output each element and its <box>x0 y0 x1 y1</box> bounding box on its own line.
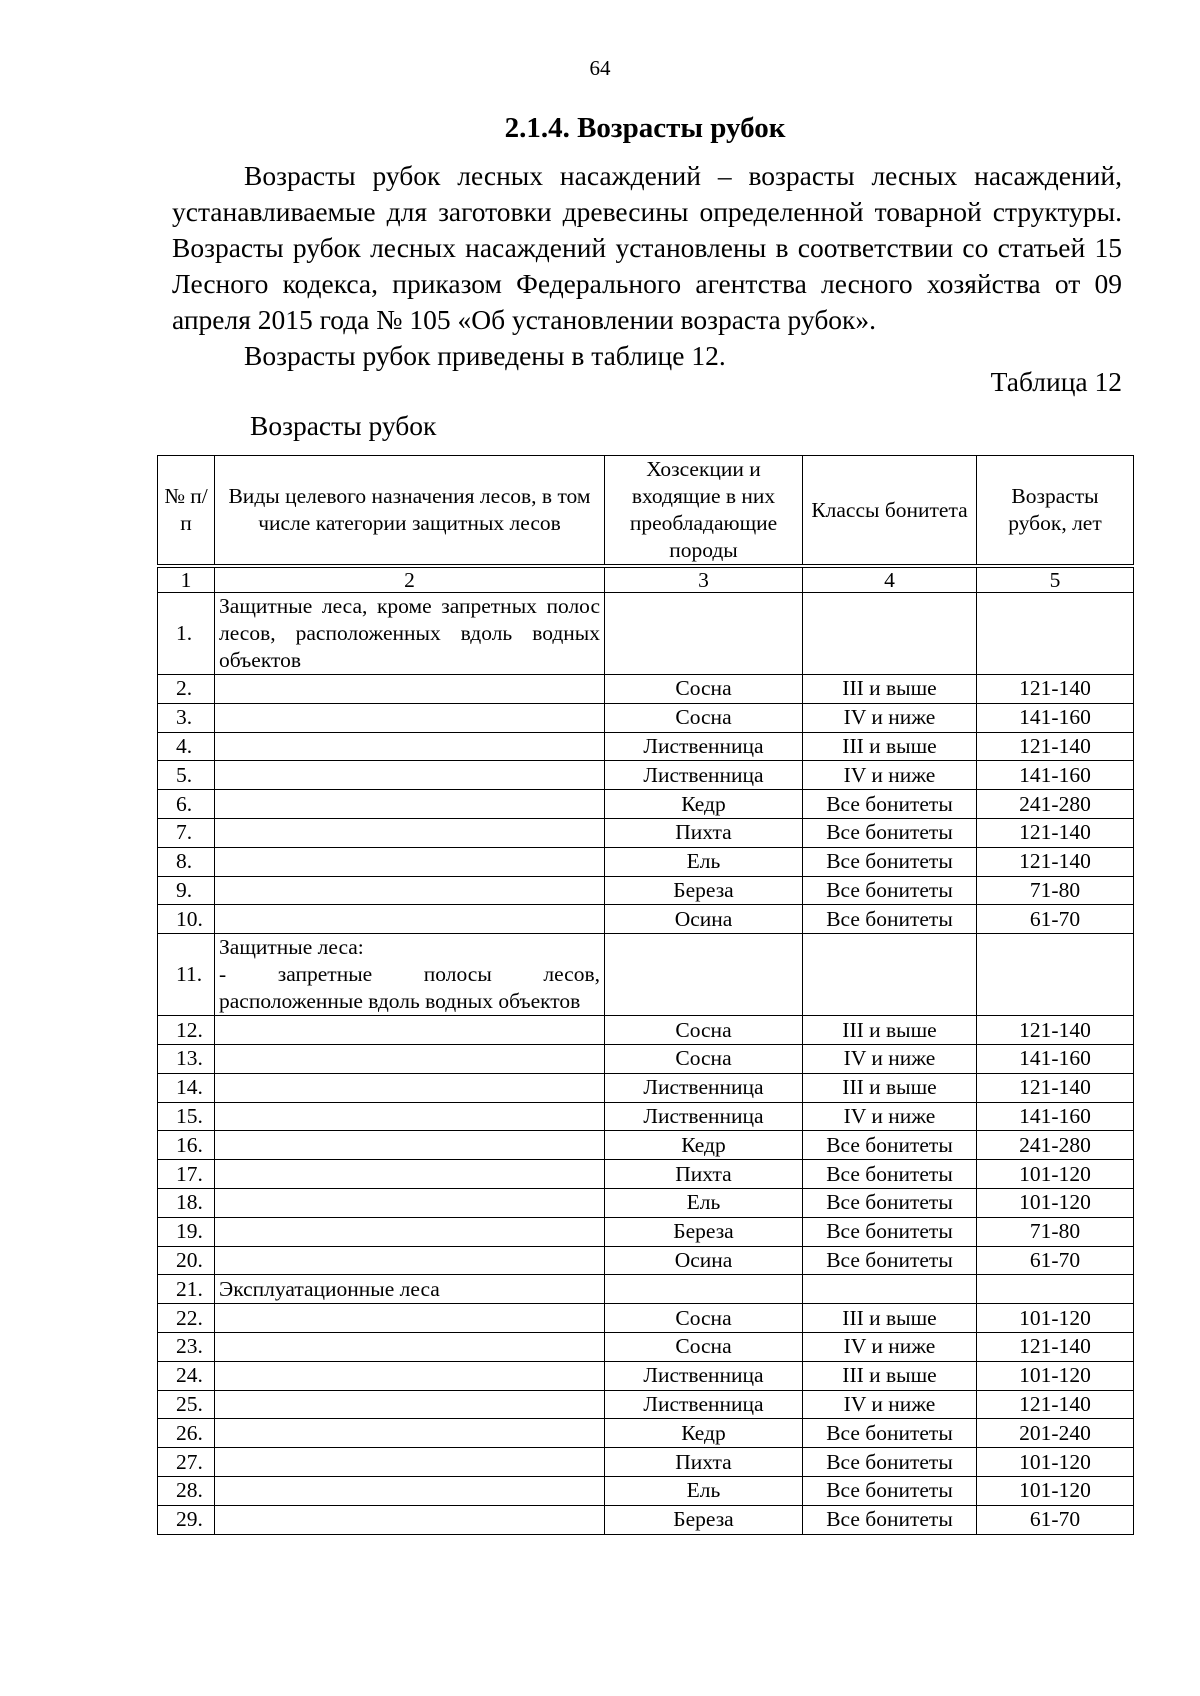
site-class-cell: Все бонитеты <box>803 1448 977 1477</box>
species-cell: Лиственница <box>605 1102 803 1131</box>
row-number: 9. <box>158 876 215 905</box>
forest-type-cell <box>215 818 605 847</box>
cutting-age-cell: 241-280 <box>977 1131 1134 1160</box>
species-cell: Лиственница <box>605 732 803 761</box>
table-row <box>158 1505 1134 1534</box>
table-label: Таблица 12 <box>990 366 1122 397</box>
row-number: 27. <box>158 1448 215 1477</box>
cutting-age-cell: 101-120 <box>977 1188 1134 1217</box>
site-class-cell: III и выше <box>803 1361 977 1390</box>
cutting-age-cell: 121-140 <box>977 1390 1134 1419</box>
paragraph-2: Возрасты рубок приведены в таблице 12. <box>244 340 726 371</box>
body-text <box>172 158 1122 374</box>
row-number: 20. <box>158 1246 215 1275</box>
cutting-age-cell: 61-70 <box>977 1505 1134 1534</box>
site-class-cell: Все бонитеты <box>803 1476 977 1505</box>
row-number: 26. <box>158 1419 215 1448</box>
species-cell: Сосна <box>605 703 803 732</box>
table-row <box>158 593 1134 675</box>
site-class-cell: III и выше <box>803 732 977 761</box>
cutting-age-cell <box>977 1275 1134 1304</box>
forest-type-cell <box>215 1505 605 1534</box>
species-cell: Ель <box>605 1476 803 1505</box>
site-class-cell: III и выше <box>803 675 977 704</box>
forest-type-cell <box>215 847 605 876</box>
row-number: 1. <box>158 593 215 675</box>
header-site-class: Классы бонитета <box>803 456 977 567</box>
species-cell: Осина <box>605 1246 803 1275</box>
site-class-cell: III и выше <box>803 1304 977 1333</box>
cutting-age-cell: 71-80 <box>977 1217 1134 1246</box>
forest-type-cell <box>215 1448 605 1477</box>
species-cell <box>605 934 803 1016</box>
forest-type-cell <box>215 1044 605 1073</box>
site-class-cell: Все бонитеты <box>803 790 977 819</box>
site-class-cell: Все бонитеты <box>803 905 977 934</box>
species-cell: Кедр <box>605 790 803 819</box>
table-row <box>158 1044 1134 1073</box>
row-number: 29. <box>158 1505 215 1534</box>
table-row <box>158 1304 1134 1333</box>
site-class-cell: IV и ниже <box>803 761 977 790</box>
species-cell: Осина <box>605 905 803 934</box>
cutting-ages-table <box>157 455 1134 1535</box>
cutting-age-cell: 121-140 <box>977 818 1134 847</box>
site-class-cell <box>803 934 977 1016</box>
species-cell: Береза <box>605 1217 803 1246</box>
cutting-age-cell: 141-160 <box>977 1102 1134 1131</box>
column-number: 3 <box>605 566 803 593</box>
table-body <box>158 593 1134 1535</box>
cutting-age-cell: 101-120 <box>977 1448 1134 1477</box>
cutting-age-cell: 121-140 <box>977 732 1134 761</box>
species-cell: Лиственница <box>605 1361 803 1390</box>
table-row <box>158 876 1134 905</box>
cutting-age-cell: 121-140 <box>977 847 1134 876</box>
section-heading: 2.1.4. Возрасты рубок <box>504 112 786 144</box>
cutting-age-cell <box>977 593 1134 675</box>
row-number: 7. <box>158 818 215 847</box>
species-cell: Ель <box>605 1188 803 1217</box>
row-number: 14. <box>158 1073 215 1102</box>
forest-type-cell <box>215 905 605 934</box>
table-row <box>158 732 1134 761</box>
row-number: 5. <box>158 761 215 790</box>
cutting-age-cell: 141-160 <box>977 1044 1134 1073</box>
site-class-cell: Все бонитеты <box>803 1246 977 1275</box>
forest-type-cell <box>215 1304 605 1333</box>
cutting-age-cell: 71-80 <box>977 876 1134 905</box>
cutting-age-cell: 101-120 <box>977 1304 1134 1333</box>
row-number: 17. <box>158 1160 215 1189</box>
table-row <box>158 847 1134 876</box>
forest-type-cell <box>215 1332 605 1361</box>
cutting-age-cell: 121-140 <box>977 1332 1134 1361</box>
forest-type-cell <box>215 675 605 704</box>
cutting-age-cell: 201-240 <box>977 1419 1134 1448</box>
forest-type-cell <box>215 1016 605 1045</box>
cutting-age-cell: 141-160 <box>977 703 1134 732</box>
row-number: 10. <box>158 905 215 934</box>
forest-type-cell <box>215 703 605 732</box>
header-cutting-age: Возрасты рубок, лет <box>977 456 1134 567</box>
species-cell: Пихта <box>605 1160 803 1189</box>
site-class-cell: Все бонитеты <box>803 1188 977 1217</box>
cutting-age-cell: 241-280 <box>977 790 1134 819</box>
species-cell: Лиственница <box>605 761 803 790</box>
species-cell: Лиственница <box>605 1073 803 1102</box>
forest-type-cell: Эксплуатационные леса <box>215 1275 605 1304</box>
site-class-cell: Все бонитеты <box>803 1160 977 1189</box>
cutting-age-cell: 101-120 <box>977 1361 1134 1390</box>
table-row <box>158 1332 1134 1361</box>
row-number: 16. <box>158 1131 215 1160</box>
table-row <box>158 1390 1134 1419</box>
species-cell: Сосна <box>605 1332 803 1361</box>
forest-type-cell <box>215 876 605 905</box>
site-class-cell: IV и ниже <box>803 1102 977 1131</box>
species-cell: Сосна <box>605 1044 803 1073</box>
cutting-age-cell <box>977 934 1134 1016</box>
header-species: Хозсекции и входящие в них преобладающие породы <box>605 456 803 567</box>
table-row <box>158 934 1134 1016</box>
table-row <box>158 1217 1134 1246</box>
column-number: 4 <box>803 566 977 593</box>
row-number: 24. <box>158 1361 215 1390</box>
forest-type-cell <box>215 732 605 761</box>
forest-type-cell <box>215 1361 605 1390</box>
site-class-cell: IV и ниже <box>803 1044 977 1073</box>
cutting-age-cell: 101-120 <box>977 1476 1134 1505</box>
column-number-row <box>158 566 1134 593</box>
row-number: 18. <box>158 1188 215 1217</box>
species-cell: Лиственница <box>605 1390 803 1419</box>
row-number: 6. <box>158 790 215 819</box>
species-cell <box>605 1275 803 1304</box>
table-row <box>158 790 1134 819</box>
table-header-row <box>158 456 1134 567</box>
row-number: 12. <box>158 1016 215 1045</box>
table-row <box>158 1419 1134 1448</box>
table-row <box>158 1188 1134 1217</box>
species-cell: Кедр <box>605 1131 803 1160</box>
forest-type-cell <box>215 1073 605 1102</box>
table-row <box>158 1476 1134 1505</box>
forest-type-cell <box>215 1419 605 1448</box>
site-class-cell: Все бонитеты <box>803 876 977 905</box>
column-number: 1 <box>158 566 215 593</box>
table-row <box>158 761 1134 790</box>
table-row <box>158 675 1134 704</box>
row-number: 23. <box>158 1332 215 1361</box>
row-number: 8. <box>158 847 215 876</box>
site-class-cell: Все бонитеты <box>803 1419 977 1448</box>
forest-type-cell <box>215 1131 605 1160</box>
site-class-cell <box>803 593 977 675</box>
table-row <box>158 1246 1134 1275</box>
forest-type-cell <box>215 1160 605 1189</box>
column-number: 5 <box>977 566 1134 593</box>
cutting-age-cell: 121-140 <box>977 1016 1134 1045</box>
row-number: 3. <box>158 703 215 732</box>
forest-type-cell <box>215 790 605 819</box>
site-class-cell: Все бонитеты <box>803 1505 977 1534</box>
forest-type-cell <box>215 1476 605 1505</box>
site-class-cell: IV и ниже <box>803 703 977 732</box>
site-class-cell: III и выше <box>803 1073 977 1102</box>
row-number: 28. <box>158 1476 215 1505</box>
table-row <box>158 818 1134 847</box>
site-class-cell: Все бонитеты <box>803 847 977 876</box>
table-row <box>158 905 1134 934</box>
cutting-age-cell: 121-140 <box>977 1073 1134 1102</box>
header-number: № п/п <box>158 456 215 567</box>
paragraph-1: Возрасты рубок лесных насаждений – возрасты лесных насаждений, устанавливаемые для заготовки древесины определенной товарной структуры. Возрасты рубок лесных насаждений установлены в соответствии со статьей 15 Лесного кодекса, приказом Федерального агентства лесного хозяйства от 09 апреля 2015 года № 105 «Об установлении возраста рубок». <box>172 160 1122 335</box>
species-cell: Ель <box>605 847 803 876</box>
cutting-age-cell: 101-120 <box>977 1160 1134 1189</box>
forest-type-cell: Защитные леса: - запретные полосы лесов, расположенные вдоль водных объектов <box>215 934 605 1016</box>
forest-type-cell <box>215 1188 605 1217</box>
species-cell <box>605 593 803 675</box>
species-cell: Сосна <box>605 1016 803 1045</box>
cutting-age-cell: 61-70 <box>977 905 1134 934</box>
row-number: 22. <box>158 1304 215 1333</box>
forest-type-cell <box>215 1217 605 1246</box>
site-class-cell: IV и ниже <box>803 1332 977 1361</box>
row-number: 15. <box>158 1102 215 1131</box>
site-class-cell <box>803 1275 977 1304</box>
cutting-age-cell: 141-160 <box>977 761 1134 790</box>
table-row <box>158 1160 1134 1189</box>
cutting-age-cell: 121-140 <box>977 675 1134 704</box>
table-row <box>158 1275 1134 1304</box>
table-row <box>158 1016 1134 1045</box>
forest-type-cell: Защитные леса, кроме запретных полос лесов, расположенных вдоль водных объектов <box>215 593 605 675</box>
forest-type-cell <box>215 1102 605 1131</box>
table-caption: Возрасты рубок <box>250 410 437 441</box>
species-cell: Сосна <box>605 1304 803 1333</box>
species-cell: Сосна <box>605 675 803 704</box>
site-class-cell: Все бонитеты <box>803 1217 977 1246</box>
row-number: 19. <box>158 1217 215 1246</box>
row-number: 13. <box>158 1044 215 1073</box>
row-number: 25. <box>158 1390 215 1419</box>
site-class-cell: IV и ниже <box>803 1390 977 1419</box>
table-row <box>158 1448 1134 1477</box>
table-row <box>158 1131 1134 1160</box>
site-class-cell: Все бонитеты <box>803 818 977 847</box>
species-cell: Береза <box>605 1505 803 1534</box>
forest-type-cell <box>215 1246 605 1275</box>
cutting-age-cell: 61-70 <box>977 1246 1134 1275</box>
table-row <box>158 703 1134 732</box>
species-cell: Пихта <box>605 1448 803 1477</box>
header-forest-type: Виды целевого назначения лесов, в том числе категории защитных лесов <box>215 456 605 567</box>
site-class-cell: Все бонитеты <box>803 1131 977 1160</box>
row-number: 4. <box>158 732 215 761</box>
forest-type-cell <box>215 1390 605 1419</box>
column-number: 2 <box>215 566 605 593</box>
table-row <box>158 1073 1134 1102</box>
row-number: 21. <box>158 1275 215 1304</box>
table-row <box>158 1102 1134 1131</box>
species-cell: Кедр <box>605 1419 803 1448</box>
species-cell: Пихта <box>605 818 803 847</box>
row-number: 11. <box>158 934 215 1016</box>
table-row <box>158 1361 1134 1390</box>
species-cell: Береза <box>605 876 803 905</box>
page-number: 64 <box>589 56 611 80</box>
forest-type-cell <box>215 761 605 790</box>
site-class-cell: III и выше <box>803 1016 977 1045</box>
row-number: 2. <box>158 675 215 704</box>
